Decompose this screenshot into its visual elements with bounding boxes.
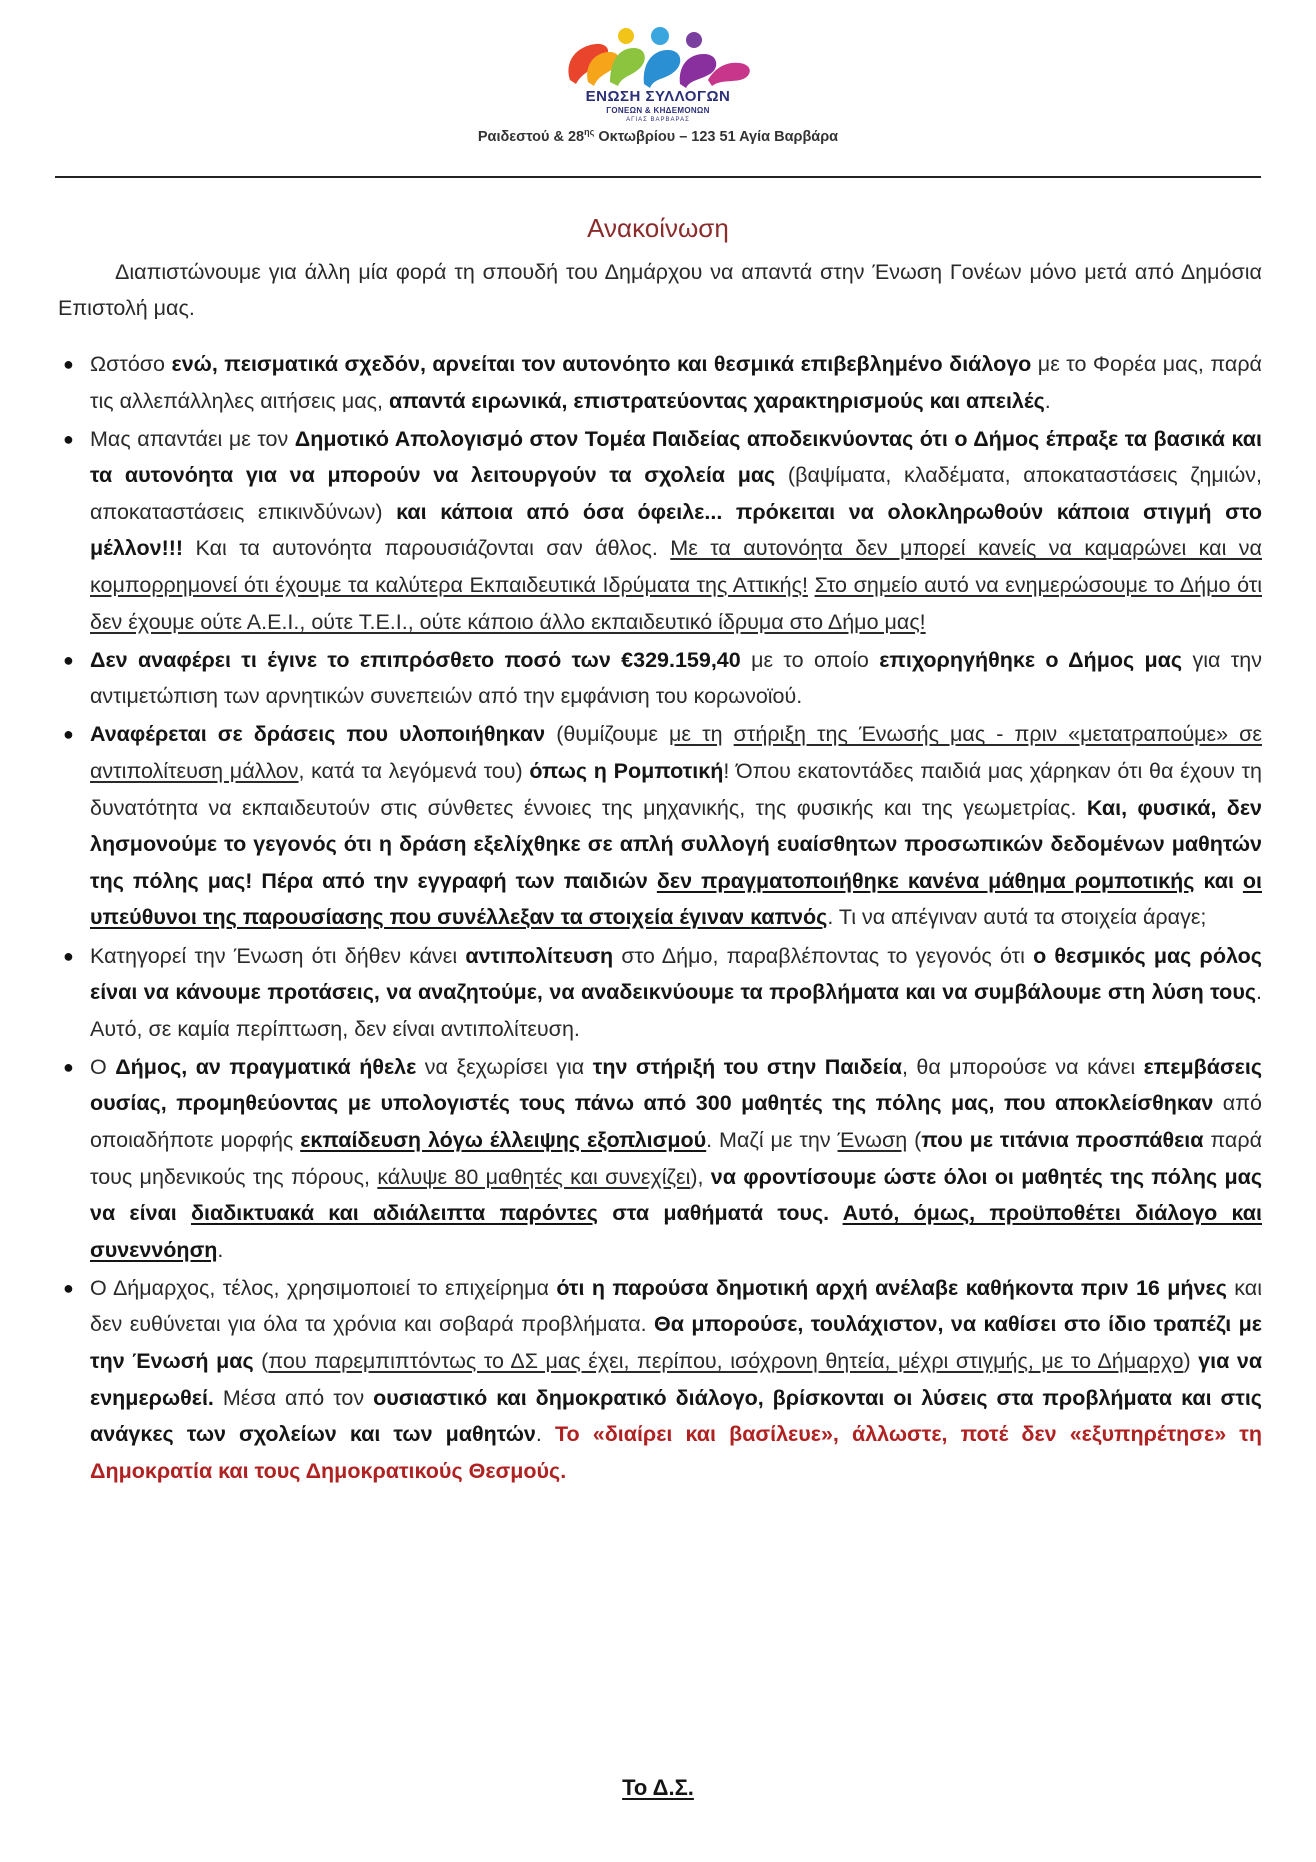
bullet-list <box>63 346 1263 1491</box>
bullet-text-segment: . <box>217 1237 224 1262</box>
bullet-text-segment: Αναφέρεται σε δράσεις που υλοποιήθηκαν <box>90 722 546 747</box>
bullet-text-segment: Ωστόσο <box>90 352 172 376</box>
bullet-text-segment: (βαψίματα, κλαδέματα, αποκαταστάσεις ζημιών, αποκαταστάσεις επικινδύνων) <box>90 463 1262 524</box>
logo-text-line3: ΑΓΙΑΣ ΒΑΡΒΑΡΑΣ <box>626 117 690 123</box>
bullet-text-segment: δεν πραγματοποιήθηκε κανένα μάθημα ρομποτικής <box>656 868 1195 893</box>
bullet-text-segment: Θα μπορούσε, τουλάχιστον, να καθίσει στο ίδιο τραπέζι με την Ένωσή μας <box>90 1312 1262 1374</box>
bullet-item <box>63 1270 1263 1490</box>
bullet-dot-icon: ● <box>63 649 74 670</box>
intro-paragraph: Διαπιστώνουμε για άλλη μία φορά τη σπουδή του Δημάρχου να απαντά στην Ένωση Γονέων μόνο μετά από Δημόσια Επιστολή μας. <box>58 260 1262 320</box>
address-part-b: Οκτωβρίου – 123 51 Αγία Βαρβάρα <box>594 128 839 145</box>
bullet-text-segment: που με τιτάνια προσπάθεια <box>921 1127 1204 1152</box>
bullet-text-segment: Στο σημείο αυτό να ενημερώσουμε το Δήμο ότι δεν έχουμε ούτε Α.Ε.Ι., ούτε Τ.Ε.Ι., ούτε κάποιο άλλο εκπαιδευτικό ίδρυμα στο Δήμο μας! <box>90 573 1262 634</box>
bullet-text-segment: . <box>1044 388 1051 413</box>
bullet-text-segment: . Αυτό, σε καμία περίπτωση, δεν είναι αντιπολίτευση. <box>90 980 1262 1041</box>
bullet-item <box>63 421 1262 641</box>
bullet-item <box>63 716 1263 936</box>
bullet-text-segment: να ξεχωρίσει για <box>416 1054 593 1079</box>
bullet-text-segment: Κατηγορεί την Ένωση ότι δήθεν κάνει <box>90 943 466 968</box>
bullet-text-segment: παρά τους μηδενικούς της πόρους, <box>90 1127 1262 1189</box>
bullet-item <box>63 346 1262 419</box>
bullet-text-segment: αντιπολίτευση <box>465 943 614 968</box>
bullet-text-segment: ( <box>253 1349 269 1374</box>
bullet-text-segment: ! Όπου εκατοντάδες παιδιά μας χάρηκαν ότι θα έχουν τη δυνατότητα να εκπαιδευτούν στις σύνθετες έννοιες της μηχανικής, της φυσικής και της γεωμετρίας. <box>90 759 1262 820</box>
signature: Το Δ.Σ. <box>622 1775 694 1800</box>
bullet-dot-icon: ● <box>63 428 74 449</box>
bullet-text-segment: Και, φυσικά, δεν λησμονούμε το γεγονός ότι η δράση εξελίχθηκε σε απλή συλλογή ευαίσθητων προσωπικών δεδομένων μαθητών της πόλης μας! Πέρα από την εγγραφή των παιδιών <box>90 795 1263 893</box>
bullet-dot-icon: ● <box>63 354 74 374</box>
address-part-a: Ραιδεστού & 28 <box>477 128 585 145</box>
bullet-text-segment: επεμβάσεις ουσίας, προμηθεύοντας με υπολογιστές τους πάνω από 300 μαθητές της πόλης μας, που αποκλείσθηκαν <box>90 1054 1263 1116</box>
bullet-text-segment: ουσιαστικό και δημοκρατικό διάλογο, βρίσκονται οι λύσεις στα προβλήματα και στις ανάγκες των σχολείων και των μαθητών <box>90 1385 1262 1447</box>
bullet-text-segment: , κατά τα λεγόμενά του) <box>298 759 530 784</box>
bullet-text-segment: απαντά ειρωνικά, επιστρατεύοντας χαρακτηρισμούς και απειλές <box>388 388 1045 413</box>
bullet-text-segment: με το Φορέα μας, παρά τις αλλεπάλληλες αιτήσεις μας, <box>90 352 1262 413</box>
bullet-text-segment: και δεν ευθύνεται για όλα τα χρόνια και σοβαρά προβλήματα. <box>90 1275 1263 1337</box>
bullet-text-segment: Δημοτικό Απολογισμό στον Τομέα Παιδείας αποδεικνύοντας ότι ο Δήμος έπραξε τα βασικά και τα αυτονόητα για να μπορούν να λειτουργούν τα σχολεία μας <box>90 426 1262 488</box>
bullet-text-segment: κάλυψε 80 μαθητές και συνεχίζει <box>377 1164 691 1189</box>
bullet-text-segment: . <box>535 1422 555 1447</box>
bullet-text-segment: εκπαίδευση λόγω έλλειψης εξοπλισμού <box>300 1127 707 1152</box>
bullet-text-segment <box>723 722 734 746</box>
bullet-text-segment: Ο Δήμαρχος, τέλος, χρησιμοποιεί το επιχείρημα <box>90 1275 557 1300</box>
bullet-text-segment: Δήμος, αν πραγματικά ήθελε <box>115 1054 417 1079</box>
bullet-text-segment: στο Δήμο, παραβλέποντας το γεγονός ότι <box>613 943 1034 968</box>
bullet-text-segment: ενώ, πεισματικά σχεδόν, αρνείται τον αυτονόητο και θεσμικά επιβεβλημένο διάλογο <box>171 352 1032 376</box>
association-logo <box>548 22 768 140</box>
logo-figures-graphic <box>548 22 768 92</box>
logo-text-line1: ΕΝΩΣΗ ΣΥΛΛΟΓΩΝ <box>585 88 731 105</box>
bullet-text-segment: , θα μπορούσε να κάνει <box>901 1054 1144 1079</box>
address-line <box>0 127 1316 145</box>
bullet-text-segment: να φροντίσουμε ώστε όλοι οι μαθητές της πόλης μας να είναι <box>90 1164 1263 1226</box>
bullet-text-segment: Ο <box>90 1054 116 1079</box>
bullet-text-segment: στήριξη της Ένωσής μας - πριν «μετατραπούμε» σε αντιπολίτευση μάλλον <box>90 722 1262 784</box>
bullet-text-segment: για την αντιμετώπιση των αρνητικών συνεπειών από την εμφάνιση του κορωνοϊού. <box>90 647 1262 709</box>
bullet-text-segment: επιχορηγήθηκε ο Δήμος μας <box>879 647 1183 672</box>
bullet-text-segment: Με τα αυτονόητα δεν μπορεί κανείς να καμαρώνει και να κομπορρημονεί ότι έχουμε τα καλύτερα Εκπαιδευτικά Ιδρύματα της Αττικής! <box>90 536 1262 598</box>
header-divider <box>55 176 1261 178</box>
bullet-text-segment: όπως η Ρομποτική <box>529 759 724 784</box>
bullet-text-segment: και <box>1194 868 1243 893</box>
bullet-item <box>63 642 1262 715</box>
bullet-text-segment: και κάποια από όσα όφειλε... πρόκειται να ολοκληρωθούν κάποια στιγμή στο μέλλον!!! <box>90 499 1262 561</box>
bullet-text-segment: στα μαθήματά τους. <box>597 1201 843 1226</box>
bullet-text-segment: ο θεσμικός μας ρόλος είναι να κάνουμε προτάσεις, να αναζητούμε, να αναδεικνύουμε τα προβλήματα και να συμβάλουμε στη λύση τους <box>90 943 1262 1005</box>
logo-text-line2: ΓΟΝΕΩΝ & ΚΗΔΕΜΟΝΩΝ <box>606 106 710 115</box>
bullet-text-segment: Μας απαντάει με τον <box>90 426 295 451</box>
bullet-dot-icon: ● <box>63 724 74 745</box>
bullet-text-segment: από οποιαδήποτε μορφής <box>90 1091 1262 1152</box>
letterhead <box>0 22 1316 145</box>
bullet-text-segment: . Τι να απέγιναν αυτά τα στοιχεία άραγε; <box>827 905 1207 930</box>
bullet-text-segment: ότι η παρούσα δημοτική αρχή ανέλαβε καθήκοντα πριν 16 μήνες <box>556 1275 1227 1300</box>
bullet-text-segment: Και τα αυτονόητα παρουσιάζονται σαν άθλος. <box>183 536 671 561</box>
bullet-text-segment: Αυτό, όμως, προϋποθέτει διάλογο και συνεννόηση <box>90 1201 1262 1262</box>
bullet-item <box>63 1049 1263 1269</box>
address-superscript: ης <box>584 127 595 137</box>
announcement-title: Ανακοίνωση <box>587 213 729 243</box>
bullet-text-segment: ), <box>690 1164 711 1189</box>
bullet-text-segment: ) <box>1183 1349 1199 1374</box>
bullet-text-segment: οι υπεύθυνοι της παρουσίασης που συνέλλεξαν τα στοιχεία έγιναν καπνός <box>90 868 1262 930</box>
bullet-text-segment: (θυμίζουμε <box>545 722 670 747</box>
bullet-text-segment: . Μαζί με την <box>706 1127 838 1152</box>
bullet-dot-icon: ● <box>63 945 74 966</box>
bullet-item <box>63 938 1262 1048</box>
bullet-text-segment: για να ενημερωθεί. <box>90 1349 1263 1410</box>
bullet-text-segment: διαδικτυακά και αδιάλειπτα παρόντες <box>191 1201 598 1226</box>
bullet-dot-icon: ● <box>63 1056 74 1077</box>
bullet-dot-icon: ● <box>63 1277 74 1298</box>
bullet-text-segment: με το οποίο <box>740 647 880 672</box>
bullet-text-segment <box>808 573 815 597</box>
bullet-text-segment: την στήριξή του στην Παιδεία <box>592 1054 902 1079</box>
bullet-text-segment: Μέσα από τον <box>213 1385 374 1410</box>
bullet-text-segment: Το «διαίρει και βασίλευε», άλλωστε, ποτέ δεν «εξυπηρέτησε» τη Δημοκρατία και τους Δημοκρατικούς Θεσμούς. <box>90 1422 1263 1483</box>
bullet-text-segment: ( <box>907 1127 922 1152</box>
bullet-text-segment: που παρεμπιπτόντως το ΔΣ μας έχει, περίπου, ισόχρονη θητεία, μέχρι στιγμής, με το Δήμαρχο <box>268 1349 1184 1374</box>
bullet-text-segment: Ένωση <box>837 1127 908 1152</box>
bullet-text-segment: Δεν αναφέρει τι έγινε το επιπρόσθετο ποσό των €329.159,40 <box>90 647 741 672</box>
bullet-text-segment: με τη <box>669 722 723 747</box>
